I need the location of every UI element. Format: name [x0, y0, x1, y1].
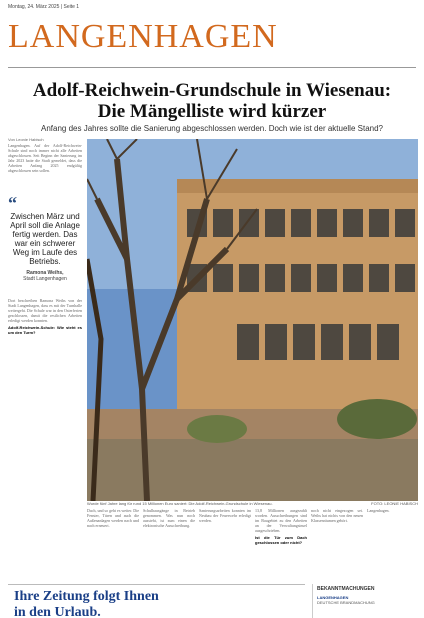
quote-author: [8, 270, 82, 282]
subhead: Anfang des Jahres sollte die Sanierung abgeschlossen werden. Doch wie ist der aktuelle Stand?: [41, 124, 383, 133]
article-column-6: [311, 508, 363, 578]
bekanntmachungen-org: DEUTSCHE BRANDMACHUNG: [317, 600, 375, 605]
headline-line-2: Die Mängelliste wird kürzer: [97, 101, 327, 122]
article-column-1: [8, 143, 82, 193]
quote-text: Zwischen März und April soll die Anlage fertig werden. Das war ein schwerer Weg im Laufe des Betriebs.: [10, 212, 80, 266]
masthead-rule: [8, 67, 416, 68]
ad-zeitung-title-2: in den Urlaub.: [14, 605, 101, 618]
article-column-5: [255, 508, 307, 578]
bekanntmachungen-box: [312, 584, 416, 618]
quote-author-role: Stadt Langenhagen: [23, 276, 67, 282]
headline: [8, 80, 416, 122]
section-heading-door: Ist die Tür zum Dach geschlossen oder nicht?: [255, 535, 307, 545]
quote-author-name: Ramona Weihs,: [26, 270, 64, 276]
article-column-6-text: noch nicht eingezogen sei. Weihs hat nichts von den neuen Klassenräumen gehört.: [311, 508, 363, 523]
article-column-1-text: Langenhagen. Auf der Adolf-Reichwein-Schule sind noch immer nicht alle Arbeiten abgeschlossen. Seit Beginn der Sanierung im Jahr 2023 hatte die Stadt gemeldet, dass die Arbeiten Anfang 2025 endgültig abgeschlossen sein sollen.: [8, 143, 82, 173]
ad-zeitung-box: [8, 584, 305, 618]
article-column-3-text: Schulhausgänge in Betrieb genommen. Was nun noch aussteht, ist zum einen die elektronische Ausschreibung.: [143, 508, 195, 528]
pull-quote: [8, 193, 82, 292]
photo-caption: [87, 501, 418, 506]
dateline: Montag, 24. März 2025 | Seite 1: [8, 4, 80, 10]
bekanntmachungen-city: LANGENHAGEN: [317, 595, 349, 600]
article-column-4-text: Sanierungsarbeiten konnten im Neubau der Feuerwehr erledigt werden.: [199, 508, 251, 523]
school-building-image: [87, 139, 418, 501]
article-column-2: [87, 508, 139, 578]
article-column-1b: [8, 298, 82, 428]
article-column-3: [143, 508, 195, 578]
ad-zeitung-title-1: Ihre Zeitung folgt Ihnen: [14, 589, 159, 604]
school-photo: [87, 139, 418, 501]
article-column-1b-text: Dort beschreiben Ramona Weihs von der Stadt Langenhagen, dass es mit der Turnhalle weitergeht. Die Schule war in den Osterferien geschlossen, damit die restlichen Arbeiten erledigt werden konnten.: [8, 298, 82, 323]
article-lead-word: Langenhagen.: [367, 508, 390, 513]
headline-line-1: Adolf-Reichwein-Grundschule in Wiesenau:: [32, 80, 392, 101]
photo-caption-text: Wurde fünf Jahre lang für rund 15 Millionen Euro saniert: Die Adolf-Reichwein-Grundschule in Wiesenau.: [87, 501, 273, 506]
article-column-5-text: 13,8 Millionen ausgezahlt worden. Ausschreibungen sind im Baugebiet zu den Arbeiten an der Verwaltungsinsel ausgeschrieben.: [255, 508, 307, 533]
masthead: LANGENHAGEN: [8, 18, 278, 55]
bekanntmachungen-header: BEKANNTMACHUNGEN: [317, 586, 375, 592]
article-column-7: [367, 508, 418, 578]
article-column-4: [199, 508, 251, 578]
quote-mark-icon: “: [8, 193, 17, 213]
section-heading-tower: Adolf-Reichwein-Schule: Wie steht es um den Turm?: [8, 325, 82, 335]
photo-credit: FOTO: LEONIE HABISCH: [371, 501, 418, 506]
article-column-2-text: Dach, und so geht es weiter. Die Fenster, Türen und auch die Außenanlagen werden nach und nach erneuert.: [87, 508, 139, 528]
byline: Von Leonie Habisch: [8, 137, 44, 142]
